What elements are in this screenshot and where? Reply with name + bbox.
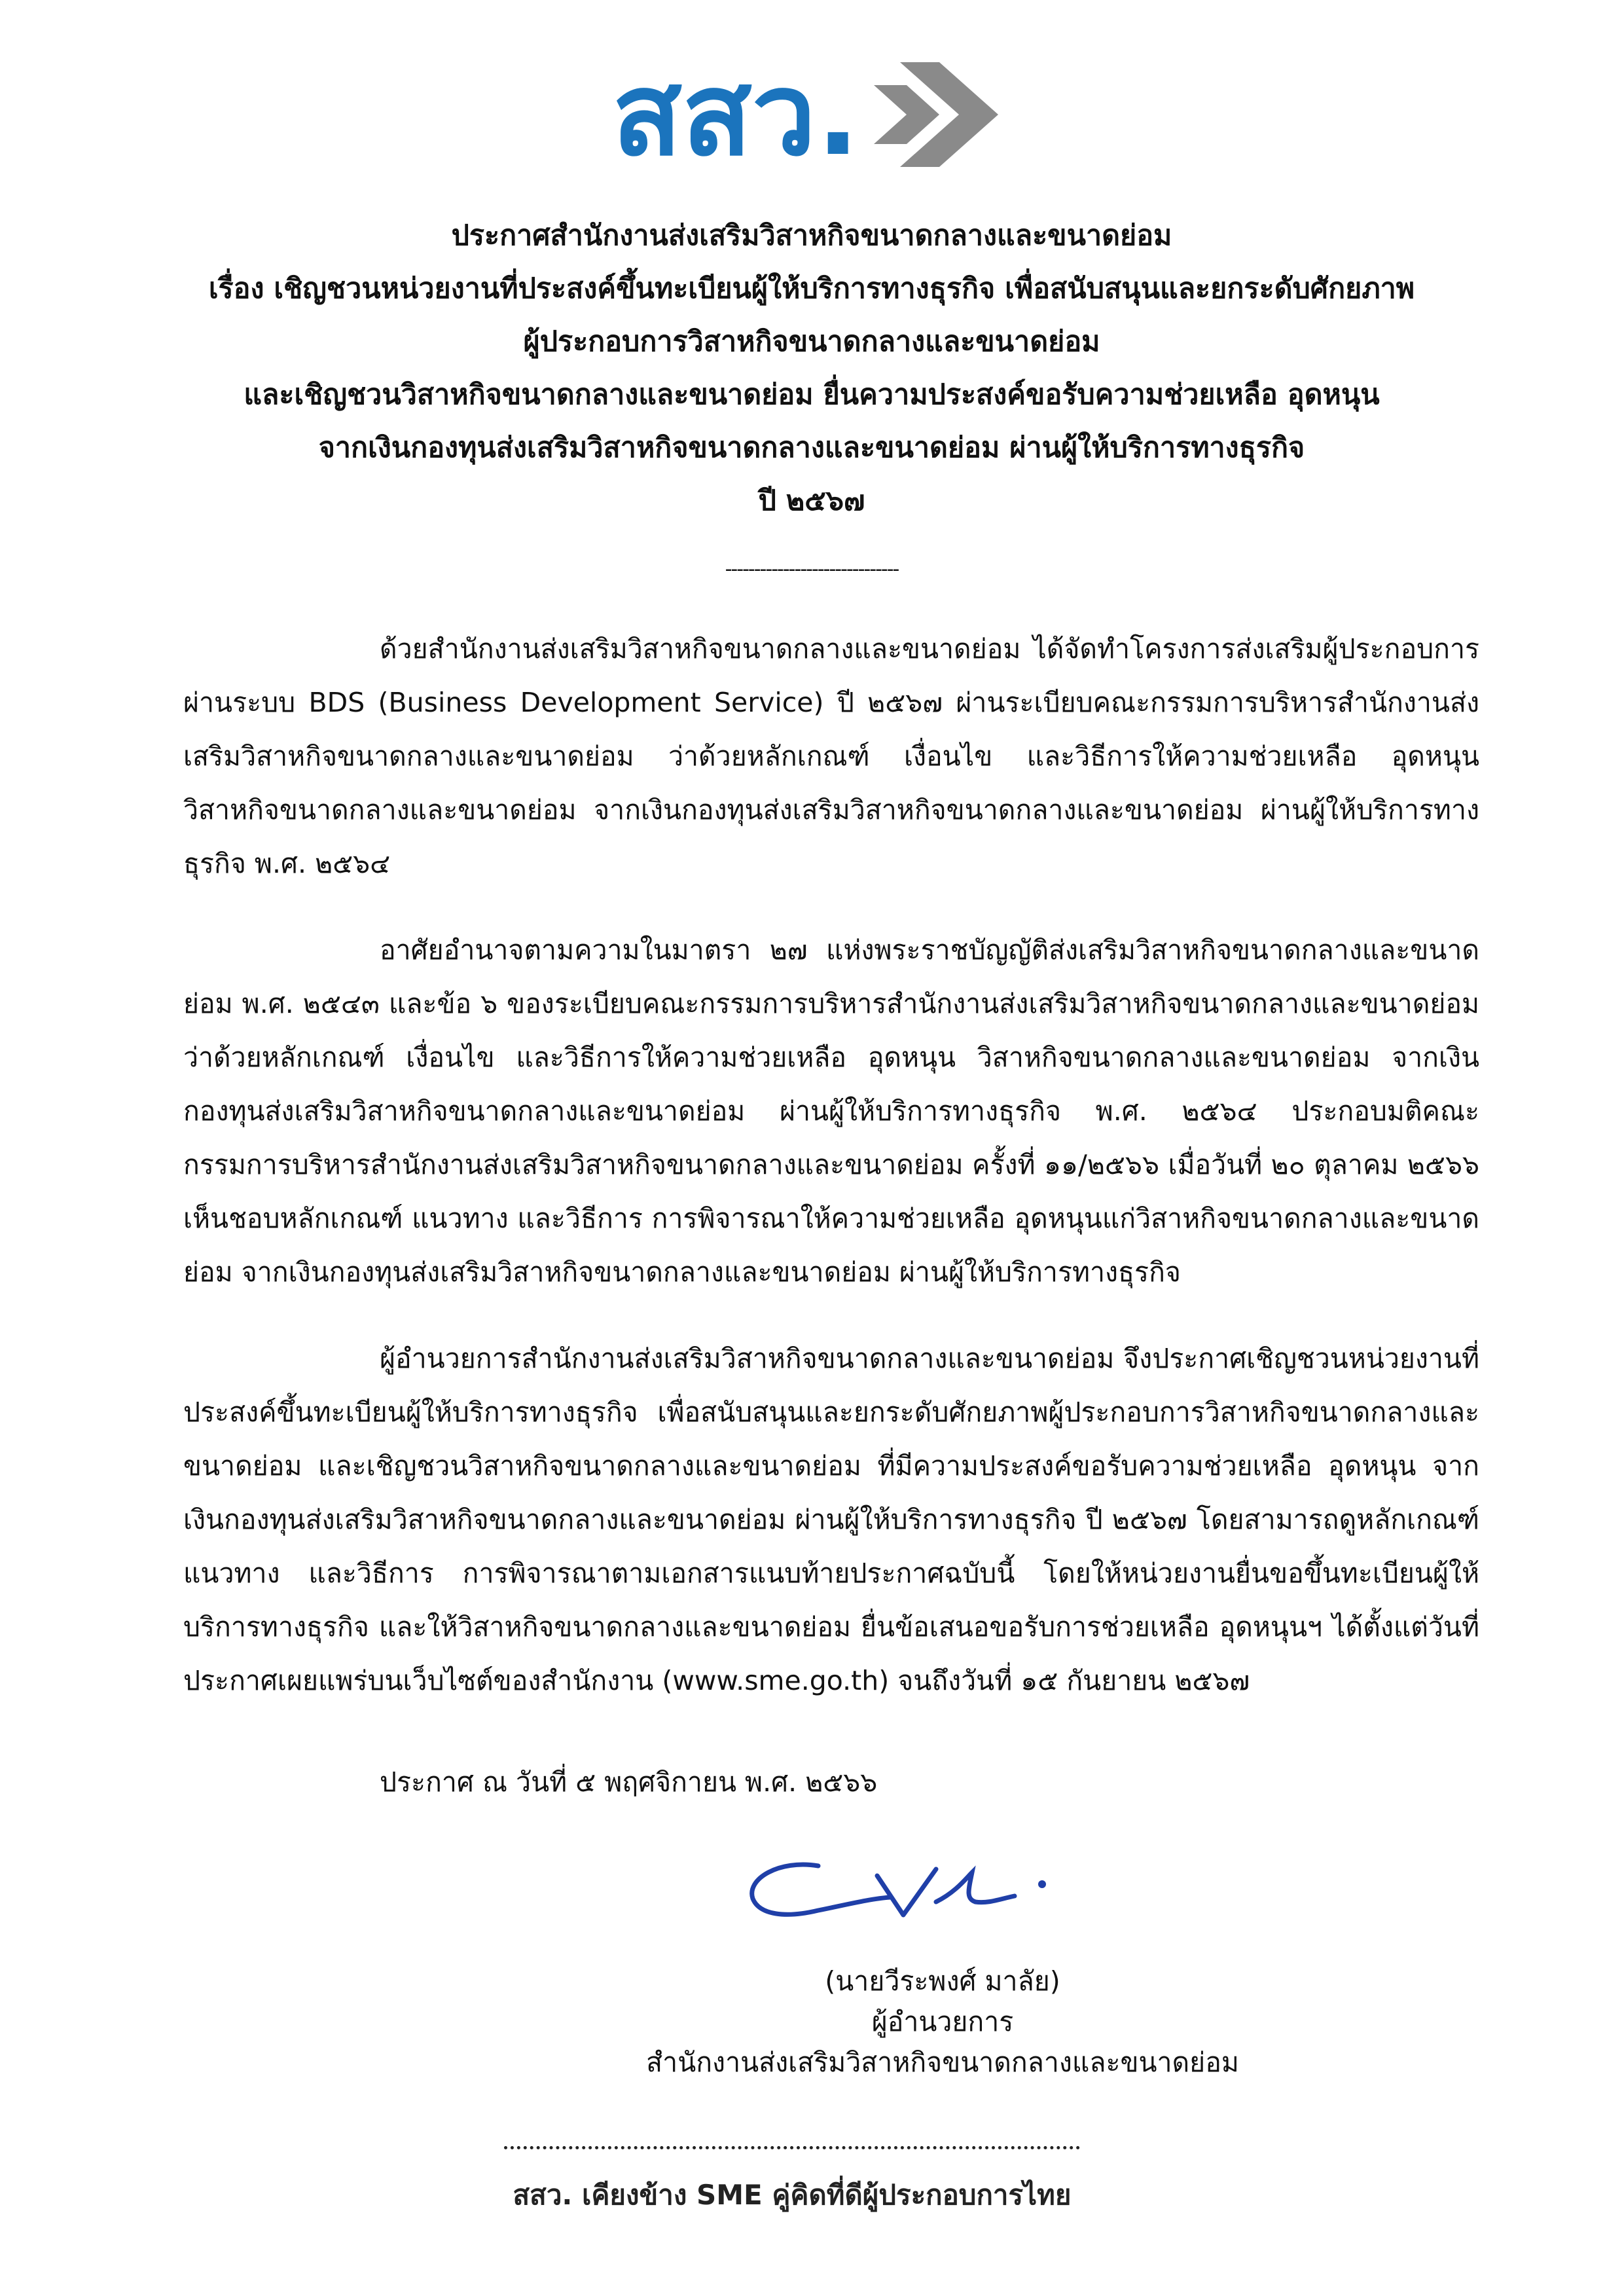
heading-line: จากเงินกองทุนส่งเสริมวิสาหกิจขนาดกลางและขนาดย่อม ผ่านผู้ให้บริการทางธุรกิจ xyxy=(318,431,1305,464)
heading-separator: ------------------------------ xyxy=(725,558,899,581)
announcement-heading xyxy=(131,210,1492,528)
declaration-date: ประกาศ ณ วันที่ ๕ พฤศจิกายน พ.ศ. ๒๕๖๖ xyxy=(380,1766,878,1798)
body-paragraph: ผู้อำนวยการสำนักงานส่งเสริมวิสาหกิจขนาดกลางและขนาดย่อม จึงประกาศเชิญชวนหน่วยงานที่ประสงค์ขึ้นทะเบียนผู้ให้บริการทางธุรกิจ เพื่อสนับสนุนและยกระดับศักยภาพผู้ประกอบการวิสาหกิจขนาดกลางและขนาดย่อม และเชิญชวนวิสาหกิจขนาดกลางและขนาดย่อม ที่มีความประสงค์ขอรับความช่วยเหลือ อุดหนุน จากเงินกองทุนส่งเสริมวิสาหกิจขนาดกลางและขนาดย่อม ผ่านผู้ให้บริการทางธุรกิจ ปี ๒๕๖๗ โดยสามารถดูหลักเกณฑ์ แนวทาง และวิธีการ การพิจารณาตามเอกสารแนบท้ายประกาศฉบับนี้ โดยให้หน่วยงานยื่นขอขึ้นทะเบียนผู้ให้บริการทางธุรกิจ และให้วิสาหกิจขนาดกลางและขนาดย่อม ยื่นข้อเสนอขอรับการช่วยเหลือ อุดหนุนฯ ได้ตั้งแต่วันที่ประกาศเผยแพร่บนเว็บไซต์ของสำนักงาน (www.sme.go.th) จนถึงวันที่ ๑๕ กันยายน ๒๕๖๗ xyxy=(183,1343,1479,1696)
sme-logo xyxy=(612,36,1031,187)
signature-graphic xyxy=(740,1846,1067,1931)
signer-position: ผู้อำนวยการ xyxy=(871,2006,1014,2037)
signer-block xyxy=(609,1961,1276,2083)
signer-name: (นายวีระพงศ์ มาลัย) xyxy=(825,1965,1060,1997)
signature xyxy=(740,1846,1067,1931)
heading-year: ปี ๒๕๖๗ xyxy=(758,484,865,517)
logo-text: สสว. xyxy=(612,48,860,181)
body-paragraph: อาศัยอำนาจตามความในมาตรา ๒๗ แห่งพระราชบัญญัติส่งเสริมวิสาหกิจขนาดกลางและขนาดย่อม พ.ศ. ๒๕๔๓ และข้อ ๖ ของระเบียบคณะกรรมการบริหารสำนักงานส่งเสริมวิสาหกิจขนาดกลางและขนาดย่อม ว่าด้วยหลักเกณฑ์ เงื่อนไข และวิธีการให้ความช่วยเหลือ อุดหนุน วิสาหกิจขนาดกลางและขนาดย่อม จากเงินกองทุนส่งเสริมวิสาหกิจขนาดกลางและขนาดย่อม ผ่านผู้ให้บริการทางธุรกิจ พ.ศ. ๒๕๖๔ ประกอบมติคณะกรรมการบริหารสำนักงานส่งเสริมวิสาหกิจขนาดกลางและขนาดย่อม ครั้งที่ ๑๑/๒๕๖๖ เมื่อวันที่ ๒๐ ตุลาคม ๒๕๖๖ เห็นชอบหลักเกณฑ์ แนวทาง และวิธีการ การพิจารณาให้ความช่วยเหลือ อุดหนุนแก่วิสาหกิจขนาดกลางและขนาดย่อม จากเงินกองทุนส่งเสริมวิสาหกิจขนาดกลางและขนาดย่อม ผ่านผู้ให้บริการทางธุรกิจ xyxy=(183,934,1479,1288)
heading-line: ประกาศสำนักงานส่งเสริมวิสาหกิจขนาดกลางและขนาดย่อม xyxy=(451,219,1172,252)
footer-slogan: สสว. เคียงข้าง SME คู่คิดที่ดีผู้ประกอบการไทย xyxy=(513,2179,1072,2211)
announcement-body xyxy=(183,622,1479,1740)
body-paragraph: ด้วยสำนักงานส่งเสริมวิสาหกิจขนาดกลางและขนาดย่อม ได้จัดทำโครงการส่งเสริมผู้ประกอบการผ่านระบบ BDS (Business Development Service) ปี ๒๕๖๗ ผ่านระเบียบคณะกรรมการบริหารสำนักงานส่งเสริมวิสาหกิจขนาดกลางและขนาดย่อม ว่าด้วยหลักเกณฑ์ เงื่อนไข และวิธีการให้ความช่วยเหลือ อุดหนุน วิสาหกิจขนาดกลางและขนาดย่อม จากเงินกองทุนส่งเสริมวิสาหกิจขนาดกลางและขนาดย่อม ผ่านผู้ให้บริการทางธุรกิจ พ.ศ. ๒๕๖๔ xyxy=(183,633,1479,879)
sme-logo-graphic xyxy=(612,36,1031,187)
double-chevron-right-icon xyxy=(874,62,998,167)
heading-line: เรื่อง เชิญชวนหน่วยงานที่ประสงค์ขึ้นทะเบียนผู้ให้บริการทางธุรกิจ เพื่อสนับสนุนและยกระดับศักยภาพ xyxy=(208,272,1415,305)
footer-divider xyxy=(504,2146,1080,2149)
heading-line: ผู้ประกอบการวิสาหกิจขนาดกลางและขนาดย่อม xyxy=(523,325,1100,358)
heading-line: และเชิญชวนวิสาหกิจขนาดกลางและขนาดย่อม ยื่นความประสงค์ขอรับความช่วยเหลือ อุดหนุน xyxy=(244,378,1380,411)
signer-organization: สำนักงานส่งเสริมวิสาหกิจขนาดกลางและขนาดย่อม xyxy=(646,2047,1239,2078)
